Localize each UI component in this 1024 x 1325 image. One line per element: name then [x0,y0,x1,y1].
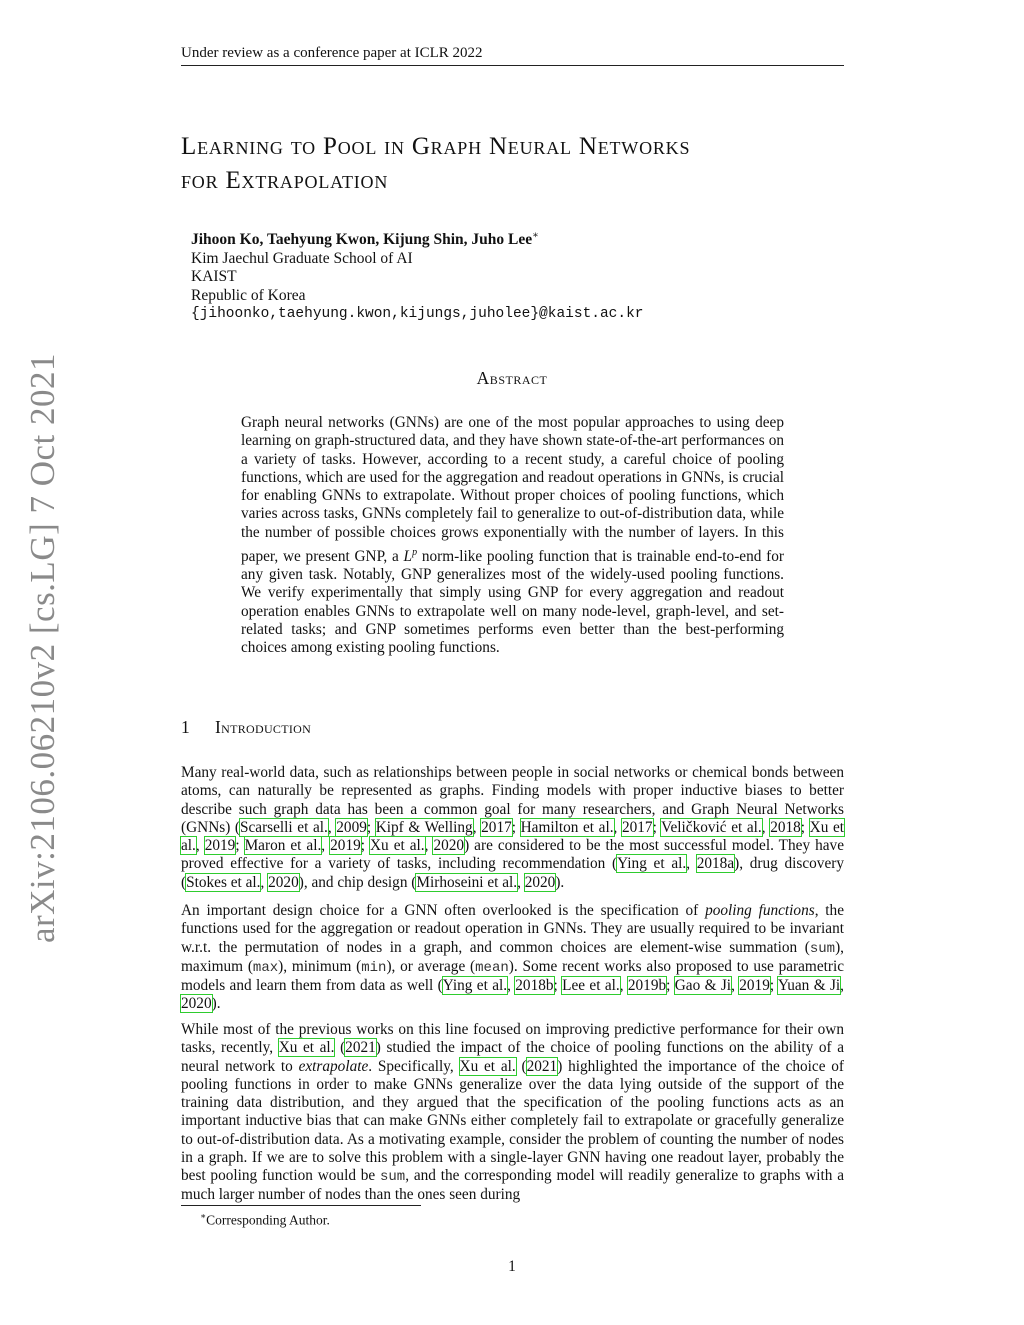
code-min: min [361,959,387,976]
code-sum: sum [809,940,836,957]
citation-year-link[interactable]: 2017 [481,818,512,836]
footnote-marker: ∗ [200,1211,207,1221]
corresponding-marker: ∗ [532,230,539,241]
citation-link[interactable]: Kipf & Welling [375,818,473,836]
citation-link[interactable]: Xu et al. [370,837,425,854]
citation-link[interactable]: Lee et al. [562,977,620,994]
citation-year-link[interactable]: 2017 [621,818,653,836]
citation-link[interactable]: Mirhoseini et al. [416,873,518,891]
title-line-1: Learning to Pool in Graph Neural Networks [181,133,691,160]
footnote [200,1208,330,1229]
intro-paragraph-1: Many real-world data, such as relationships between people in social networks or chemical bonds between atoms, can naturally be represented as graphs. Finding models with proper inductive biases to better describe such graph data has been a common goal for many researchers, and Graph Neural Networks (GNNs) (Scarselli et al., 2009; Kipf & Welling, 2017; Hamilton et al., 2017; Veličković et al., 2018; Xu et al., 2019; Maron et al., 2019; Xu et al., 2020) are considered to be the most successful model. They have proved effective for a variety of tasks, including recommendation (Ying et al., 2018a), drug discovery (Stokes et al., 2020), and chip design (Mirhoseini et al., 2020). [181,764,845,891]
author-names: Jihoon Ko, Taehyung Kwon, Kijung Shin, Juho Lee∗ [191,230,539,249]
citation-link[interactable]: Veličković et al. [661,818,762,836]
citation-link[interactable]: Scarselli et al. [240,818,328,836]
code-mean: mean [475,959,509,976]
abstract-body: Graph neural networks (GNNs) are one of the most popular approaches to using deep learning on graph-structured data, and they have shown state-of-the-art performances on a variety of tasks. However, according to a recent study, a careful choice of pooling functions, which are used for the aggregation and readout operations in GNNs, is crucial for enabling GNNs to extrapolate. Without proper choices of pooling functions, which varies across tasks, GNNs completely fail to generalize to out-of-distribution data, while the number of possible choices grows exponentially with the number of layers. In this paper, we present GNP, a $L^p$ norm-like pooling function that is trainable end-to-end for any given task. Notably, GNP generalizes most of the widely-used pooling functions. We verify experimentally that simply using GNP for every aggregation and readout operation enables GNNs to extrapolate well on many node-level, graph-level, and set-related tasks; and GNP sometimes performs even better than the best-performing choices among existing pooling functions. [241,414,784,657]
citation-year-link[interactable]: 2020 [433,837,465,854]
affiliation-country: Republic of Korea [191,286,306,304]
citation-link[interactable]: Gao & Ji [674,977,732,994]
citation-link[interactable]: Ying et al. [617,855,687,873]
arxiv-stamp [22,352,64,944]
citation-year-link[interactable]: 2020 [268,873,299,891]
math-L: L [403,547,413,565]
citation-year-link[interactable]: 2021 [526,1057,558,1075]
citation-link[interactable]: Hamilton et al. [520,818,614,836]
citation-year-link[interactable]: 2020 [181,995,212,1013]
arxiv-stamp-text: arXiv:2106.06210v2 [cs.LG] 7 Oct 2021 [23,352,62,944]
footnote-rule [181,1205,421,1206]
abstract-heading: Abstract [476,368,548,388]
citation-year-link[interactable]: 2020 [524,873,556,891]
footnote-text: Corresponding Author. [206,1212,330,1228]
author-block [191,227,643,324]
citation-year-link[interactable]: 2018a [696,855,735,873]
section-number: 1 [181,717,191,737]
citation-link[interactable]: Stokes et al. [186,873,261,891]
code-sum: sum [379,1169,406,1185]
citation-year-link[interactable]: 2019 [330,837,361,854]
emphasis: pooling functions [705,902,815,919]
intro-paragraph-3: While most of the previous works on this line focused on improving predictive performance for their own tasks, recently, Xu et al. (2021) studied the impact of the choice of pooling functions on the ability of a neural network to extrapolate. Specifically, Xu et al. (2021) highlighted the importance of the choice of pooling functions in order to make GNNs generalize over the data lying outside of the support of the training data distribution, and they argued that the specification of the pooling functions acts as an important inductive bias that can make GNNs either completely fail to extrapolate or gracefully generalize to out-of-distribution data. As a motivating example, consider the problem of counting the number of nodes in a graph. If we are to solve this problem with a single-layer GNN having one readout layer, probably the best pooling function would be sum, and the corresponding model will readily generalize to graphs with a much larger number of nodes than the ones seen during [181,1021,845,1204]
citation-year-link[interactable]: 2019 [204,837,236,854]
citation-link[interactable]: Ying et al. [442,977,508,994]
citation-link[interactable]: Xu et al. [181,818,845,854]
code-max: max [252,959,279,976]
math-p: p [412,546,418,558]
citation-year-link[interactable]: 2018 [770,818,801,836]
title-line-2: for Extrapolation [181,167,389,194]
section-heading [181,717,311,738]
author-emails: {jihoonko,taehyung.kwon,kijungs,juholee}@kaist.ac.kr [191,306,644,323]
running-header: Under review as a conference paper at ICLR 2022 [181,44,844,66]
citation-year-link[interactable]: 2009 [336,818,367,836]
citation-year-link[interactable]: 2019 [739,977,770,994]
intro-paragraph-2: An important design choice for a GNN often overlooked is the specification of pooling functions, the functions used for the aggregation or readout operation in GNNs. They are usually required to be invariant w.r.t. the permutation of nodes in a graph, and common choices are element-wise summation (sum), maximum (max), minimum (min), or average (mean). Some recent works also proposed to use parametric models and learn them from data as well (Ying et al., 2018b; Lee et al., 2019b; Gao & Ji, 2019; Yuan & Ji, 2020). [181,902,844,1013]
citation-year-link[interactable]: 2019b [627,977,667,994]
page-number: 1 [508,1258,516,1275]
paper-title [181,130,861,198]
emphasis: extrapolate [298,1057,369,1075]
affiliation-school: Kim Jaechul Graduate School of AI [191,249,413,267]
citation-link[interactable]: Xu et al. [459,1057,516,1075]
section-title: Introduction [215,717,312,737]
citation-link[interactable]: Xu et al. [278,1039,335,1057]
citation-link[interactable]: Yuan & Ji [777,977,841,994]
citation-year-link[interactable]: 2021 [345,1039,376,1057]
affiliation-institution: KAIST [191,268,237,286]
citation-year-link[interactable]: 2018b [515,977,554,994]
citation-link[interactable]: Maron et al. [244,837,322,854]
